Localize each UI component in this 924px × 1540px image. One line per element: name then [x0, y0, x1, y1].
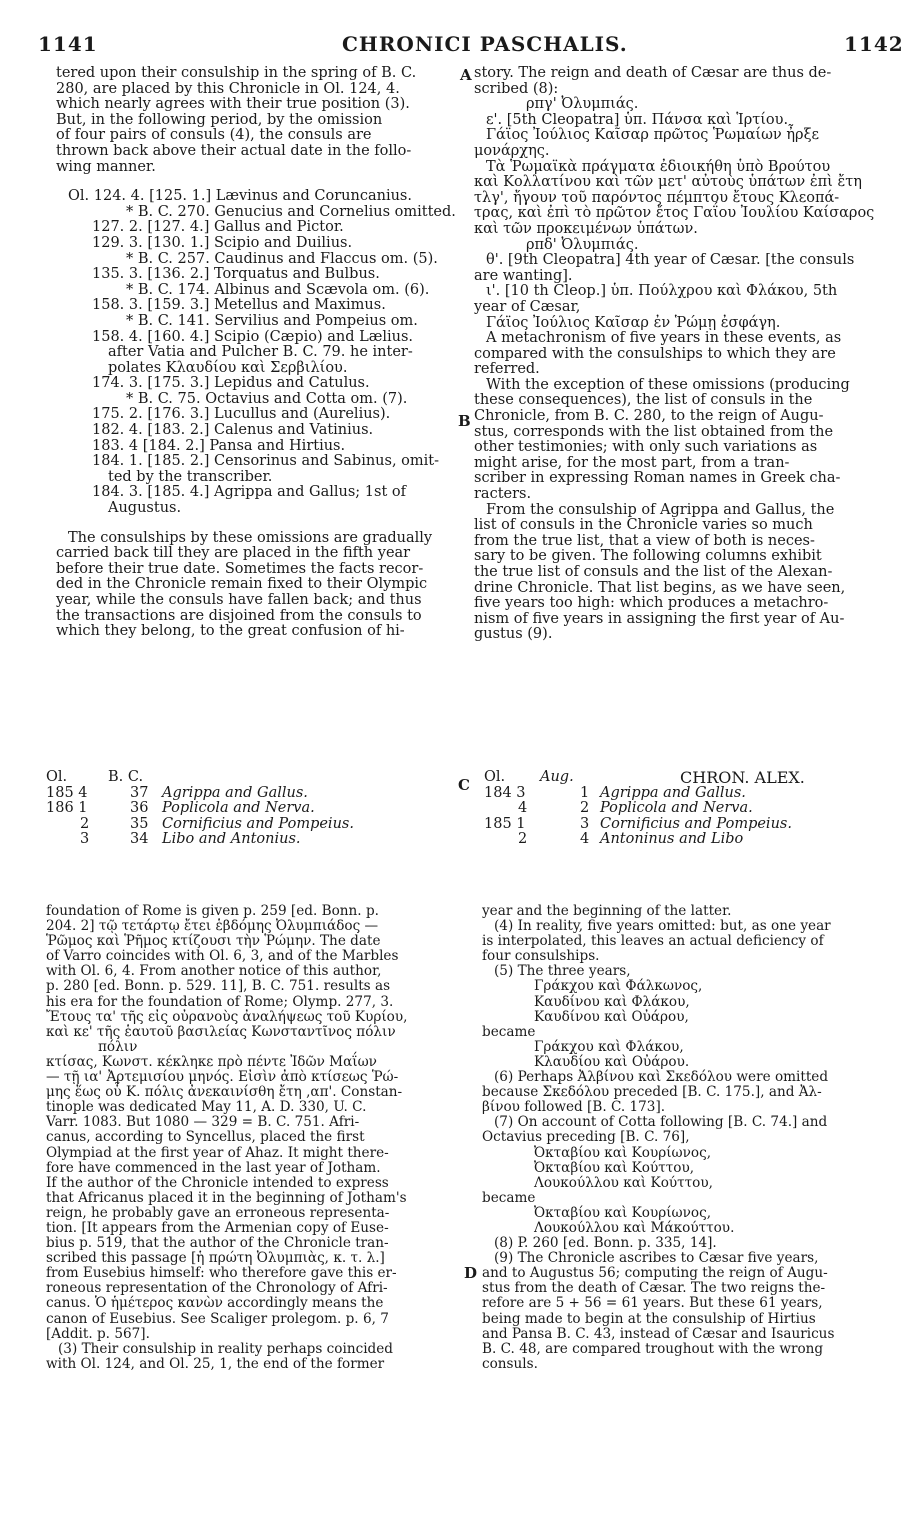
left-page-number: 1141 — [38, 32, 98, 56]
running-title: CHRONICI PASCHALIS. — [342, 32, 628, 56]
right-column — [474, 66, 890, 643]
text-line: foundation of Rome is given p. 259 [ed. Bonn. p. — [46, 903, 379, 919]
text-line: μης ἕως οὗ Κ. πόλις ἀνεκαινίσθη ἔτη ,απ'. Constan- — [46, 1084, 403, 1101]
text-line: * B. C. 270. Genucius and Cornelius omitted. — [126, 203, 456, 220]
text-line: five years too high: which produces a metachro- — [474, 595, 829, 612]
text-line: compared with the consulships to which they are — [474, 345, 836, 362]
text-line: are wanting]. — [474, 267, 573, 284]
table-cell: 185 1 — [484, 815, 526, 832]
text-line: list of consuls in the Chronicle varies so much — [474, 517, 813, 534]
table-header-row — [484, 770, 904, 786]
text-line: (4) In reality, five years omitted: but, as one year — [494, 918, 831, 935]
text-line: A metachronism of five years in these events, as — [486, 330, 842, 347]
table-cell: Antoninus and Libo — [600, 831, 744, 848]
text-line: βίνου followed [B. C. 173]. — [482, 1099, 666, 1116]
text-line: κτίσας, Κωνστ. κέκληκε πρὸ πέντε Ἰδῶν Μαΐων — [46, 1053, 377, 1070]
text-line: Chronicle, from B. C. 280, to the reign of Augu- — [474, 408, 824, 425]
text-line: Ὀκταβίου καὶ Κουρίωνος, — [534, 1144, 712, 1161]
text-line: consuls. — [482, 1355, 538, 1372]
text-line: roneous representation of the Chronology of Afri- — [46, 1280, 388, 1297]
table-cell: Agrippa and Gallus. — [162, 784, 308, 801]
text-line: The consulships by these omissions are gradually — [68, 529, 433, 546]
text-line: 158. 3. [159. 3.] Metellus and Maximus. — [92, 297, 386, 314]
consul-omission-list — [56, 188, 456, 517]
text-line: canon of Eusebius. See Scaliger prolegom. p. 6, 7 — [46, 1310, 389, 1327]
text-line: scriber in expressing Roman names in Greek cha- — [474, 470, 841, 487]
text-line: year of Cæsar, — [474, 298, 581, 315]
intro-paragraph — [56, 66, 452, 175]
text-line: From the consulship of Agrippa and Gallus, the — [486, 501, 835, 518]
text-line: is interpolated, this leaves an actual deficiency of — [482, 933, 824, 950]
table-row — [46, 786, 446, 802]
table-row — [484, 801, 904, 817]
text-line: καὶ κε' τῆς ἑαυτοῦ βασιλείας Κωνσταντῖνος πόλιν — [46, 1023, 396, 1040]
text-line: Varr. 1083. But 1080 — 329 = B. C. 751. Afri- — [46, 1114, 360, 1131]
text-line: stus, corresponds with the list obtained from the — [474, 423, 834, 440]
text-line: * B. C. 174. Albinus and Scævola om. (6). — [126, 281, 430, 298]
table-row — [484, 817, 904, 833]
text-line: racters. — [474, 486, 532, 503]
text-line: drine Chronicle. That list begins, as we have seen, — [474, 579, 846, 596]
table-cell: Poplicola and Nerva. — [600, 800, 753, 817]
column-header: Aug. — [540, 769, 574, 785]
text-line: Ῥῶμος καὶ Ῥῆμος κτίζουσι τὴν Ῥώμην. The date — [46, 933, 381, 950]
text-line: refore are 5 + 56 = 61 years. But these 61 years, — [482, 1295, 823, 1312]
text-line: because Σκεδόλου preceded [B. C. 175.], and Ἀλ- — [482, 1084, 822, 1101]
table-cell: 34 — [130, 831, 149, 848]
margin-letter-c: C — [458, 776, 470, 794]
text-line: with Ol. 6, 4. From another notice of this author, — [46, 963, 382, 980]
text-line: 174. 3. [175. 3.] Lepidus and Catulus. — [92, 375, 370, 392]
text-line: Augustus. — [108, 500, 182, 517]
true-consuls-table — [46, 770, 446, 848]
table-cell: 4 — [580, 831, 590, 848]
text-line: gustus (9). — [474, 626, 553, 643]
text-line: that Africanus placed it in the beginning of Jotham's — [46, 1189, 407, 1206]
text-line: 182. 4. [183. 2.] Calenus and Vatinius. — [92, 422, 374, 439]
text-line: being made to begin at the consulship of Hirtius — [482, 1310, 816, 1327]
text-line: of Varro coincides with Ol. 6, 3, and of the Marbles — [46, 948, 399, 965]
text-line: his era for the foundation of Rome; Olymp. 277, 3. — [46, 993, 394, 1010]
text-line: Τὰ Ῥωμαϊκὰ πράγματα ἐδιοικήθη ὑπὸ Βρούτου — [486, 158, 831, 175]
column-header: Ol. — [484, 769, 506, 785]
text-line: canus, according to Syncellus, placed the first — [46, 1129, 365, 1146]
text-line: Καυδίνου καὶ Φλάκου, — [534, 993, 690, 1010]
table-cell: 36 — [130, 800, 149, 817]
text-line: from Eusebius himself: who therefore gave this er- — [46, 1265, 397, 1282]
text-line: 183. 4 [184. 2.] Pansa and Hirtius. — [92, 437, 346, 454]
text-line: [Addit. p. 567]. — [46, 1325, 150, 1342]
text-line: Γράκχου καὶ Φλάκου, — [534, 1038, 684, 1055]
text-line: Olympiad at the first year of Ahaz. It might there- — [46, 1144, 389, 1161]
text-line: the true list of consuls and the list of the Alexan- — [474, 564, 833, 580]
table-cell: 184 3 — [484, 784, 526, 801]
text-line: from the true list, that a view of both is neces- — [474, 532, 815, 549]
text-line: became — [482, 1189, 536, 1206]
text-line: * B. C. 257. Caudinus and Flaccus om. (5). — [126, 250, 438, 267]
table-row — [484, 832, 904, 848]
text-line: 184. 1. [185. 2.] Censorinus and Sabinus, omit- — [92, 453, 440, 470]
text-line: If the author of the Chronicle intended to express — [46, 1174, 389, 1191]
text-line: tion. [It appears from the Armenian copy of Euse- — [46, 1219, 389, 1236]
table-cell: 2 — [518, 831, 528, 848]
text-line: polates Κλαυδίου καὶ Σερβιλίου. — [108, 359, 348, 376]
text-line: fore have commenced in the last year of Jotham. — [46, 1159, 381, 1176]
text-line: πόλιν — [98, 1038, 138, 1055]
text-line: scribed (8): — [474, 80, 559, 97]
text-line: ded in the Chronicle remain fixed to their Olympic — [56, 576, 428, 593]
table-cell: 35 — [130, 815, 149, 832]
text-line: referred. — [474, 361, 540, 378]
text-line: ted by the transcriber. — [108, 468, 273, 485]
text-line: scribed this passage [ἡ πρώτη Ὀλυμπιὰς, κ. τ. λ.] — [46, 1250, 385, 1267]
text-line: 184. 3. [185. 4.] Agrippa and Gallus; 1st of — [92, 484, 406, 501]
table-row — [46, 817, 446, 833]
table-cell: 3 — [80, 831, 90, 848]
column-header: Ol. — [46, 769, 68, 785]
text-line: bius p. 519, that the author of the Chronicle tran- — [46, 1235, 389, 1252]
left-column — [56, 65, 456, 640]
text-line: and to Augustus 56; computing the reign of Augu- — [482, 1265, 828, 1282]
text-line: tinople was dedicated May 11, A. D. 330, U. C. — [46, 1099, 367, 1116]
table-cell: Libo and Antonius. — [162, 831, 301, 848]
text-line: ρπγ' Ὀλυμπιάς. — [526, 96, 639, 113]
text-line: Ὀκταβίου καὶ Κουρίωνος, — [534, 1204, 712, 1221]
text-line: θ'. [9th Cleopatra] 4th year of Cæsar. [the consuls — [486, 252, 855, 269]
table-cell: Poplicola and Nerva. — [162, 800, 315, 817]
text-line: τρας, καὶ ἐπὶ τὸ πρῶτον ἔτος Γαΐου Ἰουλίου Καίσαρος — [474, 205, 875, 222]
text-line: (7) On account of Cotta following [B. C. 74.] and — [494, 1114, 828, 1131]
text-line: which they belong, to the great confusion of hi- — [56, 623, 405, 640]
text-line: (3) Their consulship in reality perhaps coincided — [58, 1340, 393, 1357]
text-line: year, while the consuls have fallen back; and thus — [56, 592, 422, 608]
text-line: became — [482, 1023, 536, 1040]
text-line: Γράκχου καὶ Φάλκωνος, — [534, 978, 703, 995]
text-line: story. The reign and death of Cæsar are thus de- — [474, 65, 832, 81]
text-line: Ol. 124. 4. [125. 1.] Lævinus and Coruncanius. — [68, 188, 412, 205]
footnotes-right — [482, 904, 892, 1372]
text-line: sary to be given. The following columns exhibit — [474, 548, 822, 565]
text-line: these consequences), the list of consuls in the — [474, 392, 813, 409]
table-cell: Cornificius and Pompeius. — [162, 815, 354, 832]
table-cell: 2 — [580, 800, 590, 817]
text-line: * B. C. 75. Octavius and Cotta om. (7). — [126, 390, 408, 407]
text-line: τλγ', ἤγουν τοῦ παρόντος πέμπτου ἔτους Κλεοπά- — [474, 189, 840, 206]
text-line: καὶ Κολλατίνου καὶ τῶν μετ' αὐτοὺς ὑπάτων ἐπὶ ἔτη — [474, 174, 862, 191]
text-line: 158. 4. [160. 4.] Scipio (Cæpio) and Lælius. — [92, 328, 414, 345]
text-line: B. C. 48, are compared troughout with the wrong — [482, 1340, 824, 1357]
text-line: canus. Ὁ ἡμέτερος κανὼν accordingly means the — [46, 1295, 384, 1312]
text-line: tered upon their consulship in the spring of B. C. — [56, 65, 417, 81]
text-line: Ἔτους τα' τῆς εἰς οὐρανοὺς ἀναλήψεως τοῦ Κυρίου, — [46, 1008, 408, 1025]
text-line: 129. 3. [130. 1.] Scipio and Duilius. — [92, 234, 353, 251]
text-line: Γάϊος Ἰούλιος Καῖσαρ ἐν Ῥώμῃ ἐσφάγη. — [486, 314, 781, 331]
text-line: year and the beginning of the latter. — [482, 903, 732, 919]
table-cell: 3 — [580, 815, 590, 832]
text-line: 135. 3. [136. 2.] Torquatus and Bulbus. — [92, 266, 380, 283]
text-line: καὶ τῶν προκειμένων ὑπάτων. — [474, 220, 698, 237]
text-line: 127. 2. [127. 4.] Gallus and Pictor. — [92, 219, 344, 236]
text-line: ρπδ' Ὀλυμπιάς. — [526, 236, 639, 253]
text-line: Γάϊος Ἰούλιος Καῖσαρ πρῶτος Ῥωμαίων ἦρξε — [486, 127, 820, 144]
text-line: p. 280 [ed. Bonn. p. 529. 11], B. C. 751. results as — [46, 978, 391, 995]
column-header: B. C. — [108, 769, 144, 785]
text-line: stus from the death of Cæsar. The two reigns the- — [482, 1280, 826, 1297]
text-line: before their true date. Sometimes the facts recor- — [56, 560, 424, 577]
table-row — [46, 801, 446, 817]
text-line: With the exception of these omissions (producing — [486, 376, 850, 393]
table-cell: 185 4 — [46, 784, 88, 801]
text-line: ι'. [10 th Cleop.] ὑπ. Πούλχρου καὶ Φλάκου, 5th — [486, 283, 838, 300]
column-header: CHRON. ALEX. — [680, 768, 805, 787]
text-line: thrown back above their actual date in the follo- — [56, 142, 412, 159]
text-line: μονάρχης. — [474, 142, 550, 159]
text-line: nism of five years in assigning the first year of Au- — [474, 610, 845, 627]
text-line: ε'. [5th Cleopatra] ὑπ. Πάνσα καὶ Ἱρτίου. — [486, 111, 789, 128]
text-line: (8) P. 260 [ed. Bonn. p. 335, 14]. — [494, 1235, 717, 1252]
text-line: the transactions are disjoined from the consuls to — [56, 607, 422, 624]
text-line: (6) Perhaps Ἀλβίνου καὶ Σκεδόλου were omitted — [494, 1069, 829, 1086]
text-line: and Pansa B. C. 43, instead of Cæsar and Isauricus — [482, 1325, 835, 1342]
text-line: 204. 2] τῷ τετάρτῳ ἔτει ἑβδόμης Ὀλυμπιάδος — — [46, 918, 379, 935]
table-header-row — [46, 770, 446, 786]
text-line: Καυδίνου καὶ Οὐάρου, — [534, 1008, 689, 1025]
margin-letter-a: A — [460, 66, 472, 84]
text-line: after Vatia and Pulcher B. C. 79. he inter- — [108, 344, 413, 361]
table-cell: 37 — [130, 784, 149, 801]
footnotes-left — [46, 904, 452, 1372]
table-cell: 1 — [580, 784, 590, 801]
text-line: (5) The three years, — [494, 963, 631, 980]
table-cell: Cornificius and Pompeius. — [600, 815, 792, 832]
text-line: reign, he probably gave an erroneous representa- — [46, 1204, 390, 1221]
table-row — [46, 832, 446, 848]
text-line: Λουκούλλου καὶ Κούττου, — [534, 1174, 713, 1191]
text-line: (9) The Chronicle ascribes to Cæsar five years, — [494, 1250, 819, 1267]
text-line: other testimonies; with only such variations as — [474, 439, 818, 456]
table-cell: Agrippa and Gallus. — [600, 784, 746, 801]
text-line: Λουκούλλου καὶ Μάκούττου. — [534, 1219, 735, 1236]
margin-letter-b: B — [458, 412, 471, 430]
text-line: 175. 2. [176. 3.] Lucullus and (Aurelius). — [92, 406, 391, 423]
text-line: — τῇ ια' Ἀρτεμισίου μηνός. Εἰσὶν ἀπὸ κτίσεως Ῥώ- — [46, 1069, 399, 1086]
margin-letter-d: D — [464, 1264, 478, 1282]
text-line: four consulships. — [482, 948, 600, 965]
table-cell: 2 — [80, 815, 90, 832]
text-line: which nearly agrees with their true position (3). — [56, 96, 410, 113]
text-line: Octavius preceding [B. C. 76], — [482, 1129, 690, 1146]
text-line: with Ol. 124, and Ol. 25, 1, the end of the former — [46, 1355, 385, 1372]
text-line: wing manner. — [56, 158, 156, 175]
text-line: 280, are placed by this Chronicle in Ol. 124, 4. — [56, 80, 400, 97]
right-page-number: 1142 — [844, 32, 904, 56]
alexandrine-chronicle-table — [484, 770, 904, 848]
text-line: * B. C. 141. Servilius and Pompeius om. — [126, 312, 418, 329]
consulship-paragraph — [56, 531, 452, 640]
table-row — [484, 786, 904, 802]
text-line: Ὀκταβίου καὶ Κούττου, — [534, 1159, 695, 1176]
text-line: carried back till they are placed in the fifth year — [56, 545, 411, 562]
table-cell: 4 — [518, 800, 528, 817]
table-cell: 186 1 — [46, 800, 88, 817]
text-line: might arise, for the most part, from a tran- — [474, 454, 790, 471]
text-line: of four pairs of consuls (4), the consuls are — [56, 127, 372, 144]
text-line: Κλαυδίου καὶ Οὐάρου. — [534, 1053, 690, 1070]
text-line: But, in the following period, by the omission — [56, 111, 383, 128]
